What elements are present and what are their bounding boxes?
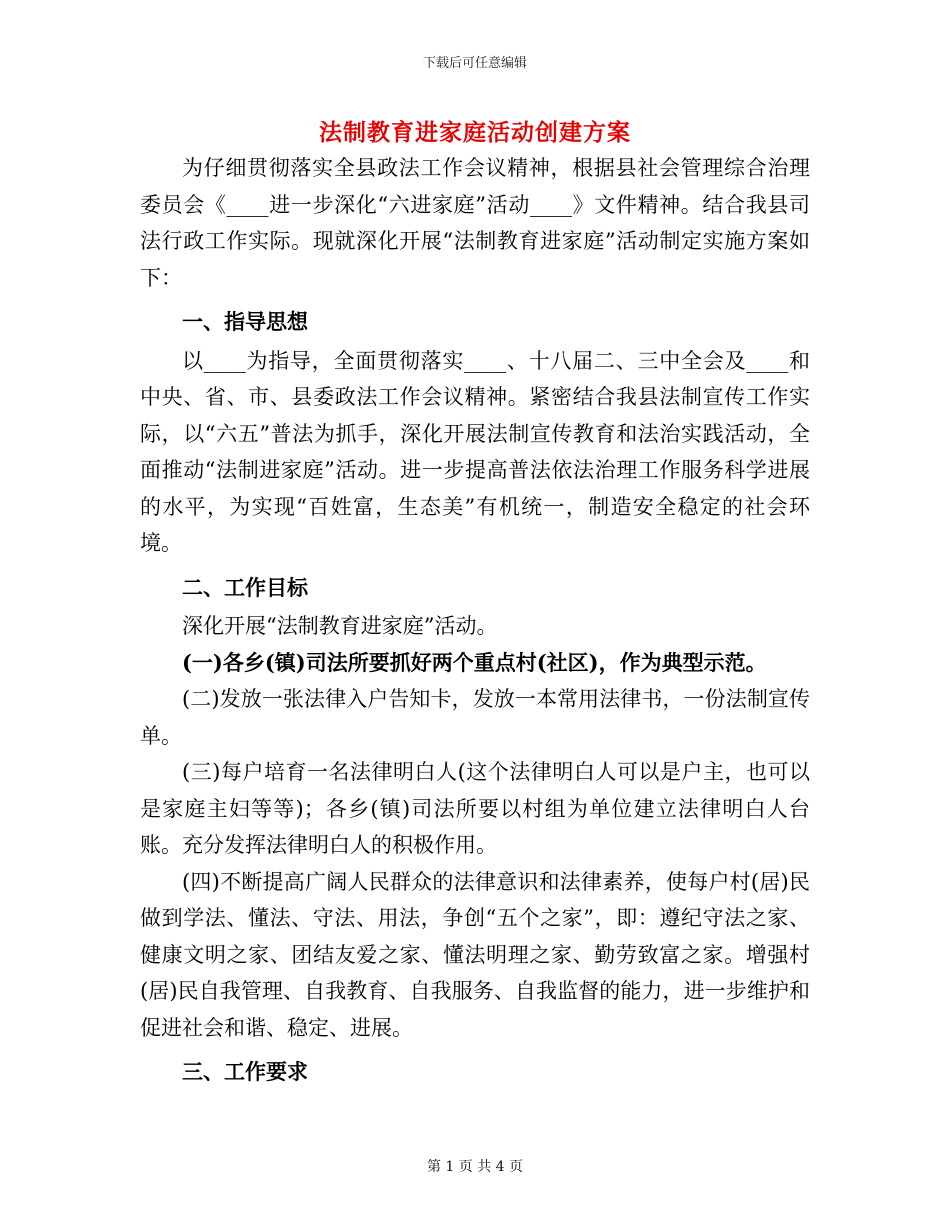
guiding-ideology-paragraph: 以____为指导，全面贯彻落实____、十八届二、三中全会及____和中央、省、市、县委政法工作会议精神。紧密结合我县法制宣传工作实际，以“六五”普法为抓手，深化开展法制宣传教育和法治实践活动，全面推动“法制进家庭”活动。进一步提高普法依法治理工作服务科学进展的水平，为实现“百姓富，生态美”有机统一，制造安全稳定的社会环境。	[140, 348, 810, 555]
goal-item-1: (一)各乡(镇)司法所要抓好两个重点村(社区)，作为典型示范。	[182, 649, 767, 675]
section-heading-work-requirements: 三、工作要求	[182, 1059, 308, 1084]
goal-item-3: (三)每户培育一名法律明白人(这个法律明白人可以是户主，也可以是家庭主妇等等)；各乡(镇)司法所要以村组为单位建立法律明白人台账。充分发挥法律明白人的积极作用。	[140, 760, 810, 857]
header-note: 下载后可任意编辑	[422, 56, 527, 71]
goal-item-4: (四)不断提高广阔人民群众的法律意识和法律素养，使每户村(居)民做到学法、懂法、守法、用法，争创“五个之家”，即：遵纪守法之家、健康文明之家、团结友爱之家、懂法明理之家、勤劳致富之家。增强村(居)民自我管理、自我教育、自我服务、自我监督的能力，进一步维护和促进社会和谐、稳定、进展。	[140, 869, 810, 1040]
work-goals-paragraph: 深化开展“法制教育进家庭”活动。	[182, 614, 498, 638]
section-heading-guiding-ideology: 一、指导思想	[182, 309, 308, 334]
goal-item-2: (二)发放一张法律入户告知卡，发放一本常用法律书，一份法制宣传单。	[140, 687, 810, 748]
document-body	[140, 150, 810, 1093]
document-title: 法制教育进家庭活动创建方案	[319, 119, 631, 146]
section-heading-work-goals: 二、工作目标	[182, 574, 308, 600]
intro-paragraph: 为仔细贯彻落实全县政法工作会议精神，根据县社会管理综合治理委员会《____进一步深化“六进家庭”活动____》文件精神。结合我县司法行政工作实际。现就深化开展“法制教育进家庭”活动制定实施方案如下：	[140, 156, 810, 290]
page-footer: 第 1 页 共 4 页	[426, 1159, 524, 1175]
